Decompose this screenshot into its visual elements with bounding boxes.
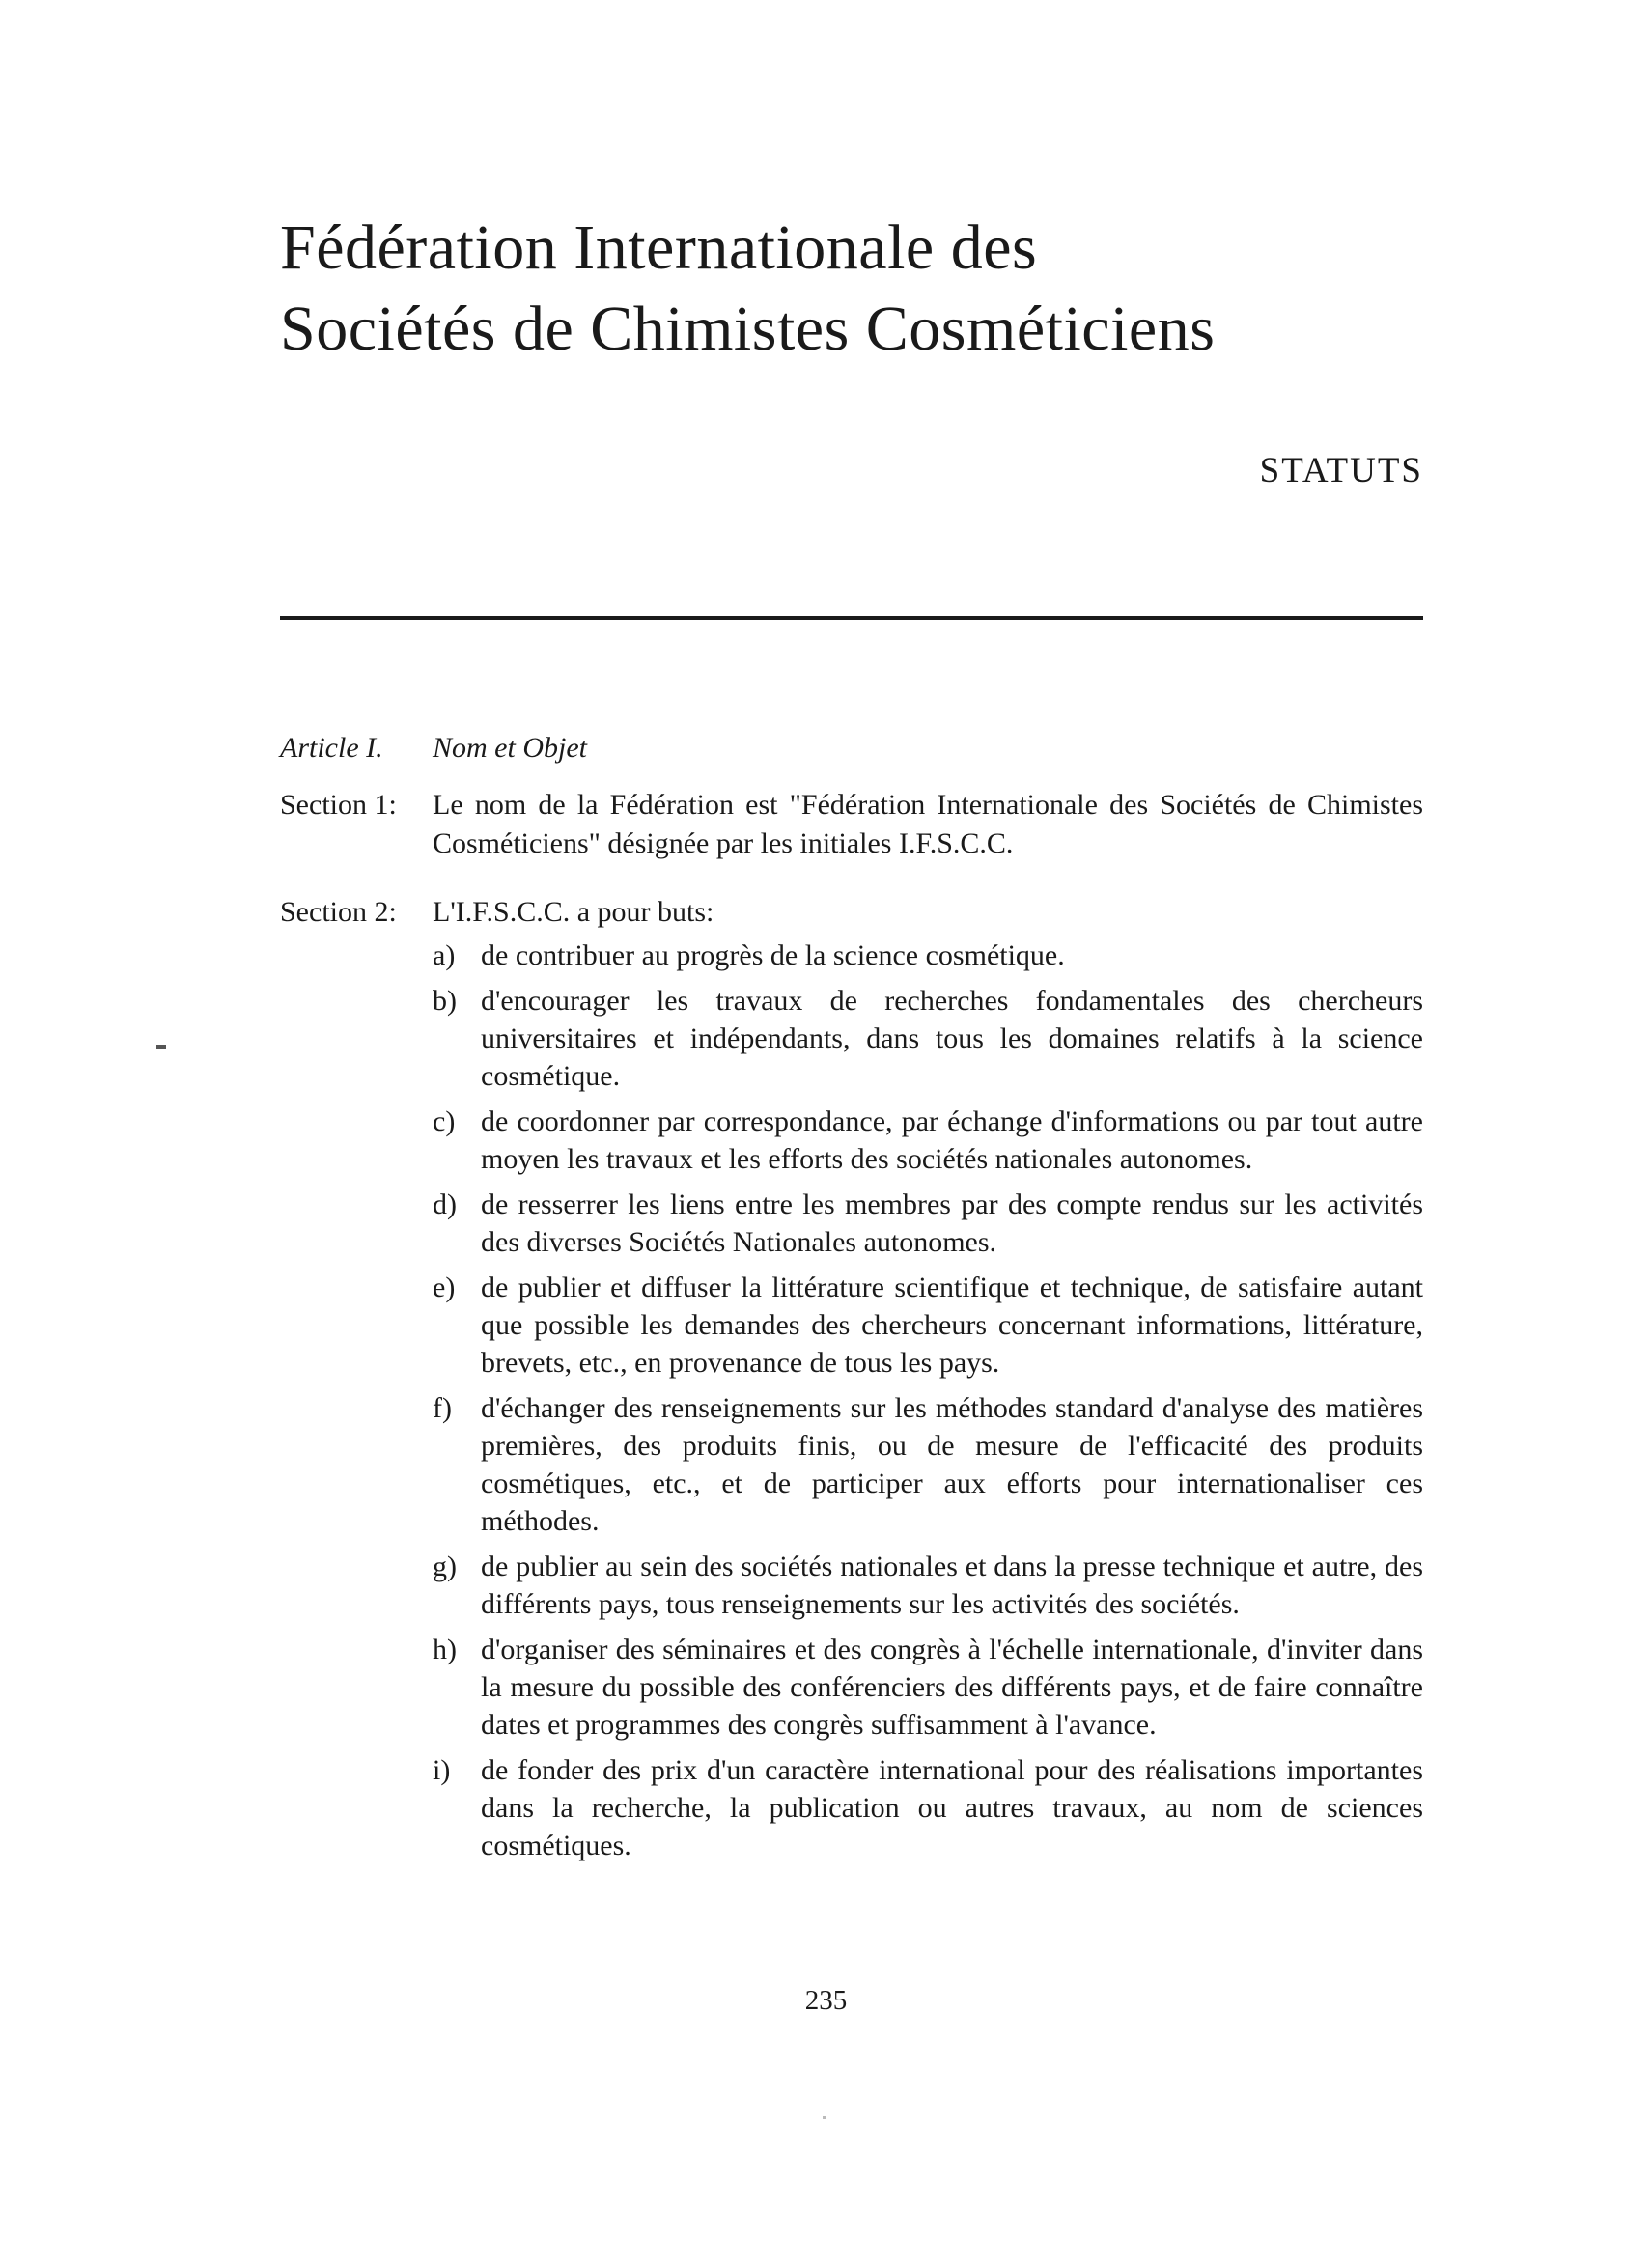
article-number: Article I.: [280, 732, 383, 764]
list-item: [433, 1103, 1423, 1178]
item-text: de resserrer les liens entre les membres par des compte rendus sur les activités des diverses Sociétés Nationales autonomes.: [481, 1188, 1423, 1258]
document-subtitle: STATUTS: [1259, 451, 1423, 490]
list-item: [433, 1186, 1423, 1261]
page-number: 235: [804, 1985, 848, 2016]
list-item: [433, 937, 1423, 974]
list-item: [433, 1631, 1423, 1744]
item-letter: f): [433, 1392, 452, 1424]
item-text: de publier au sein des sociétés nationales et dans la presse technique et autre, des différents pays, tous renseignements sur les activités des sociétés.: [481, 1551, 1423, 1620]
document-title: [280, 208, 1215, 370]
list-item: [433, 982, 1423, 1095]
item-letter: i): [433, 1754, 451, 1786]
section-text: Le nom de la Fédération est "Fédération Internationale des Sociétés de Chimistes Cosméticiens" désignée par les initiales I.F.S.C.C.: [433, 789, 1423, 859]
item-letter: g): [433, 1551, 457, 1582]
horizontal-divider: [280, 616, 1423, 620]
title-line-1: Fédération Internationale des: [280, 212, 1038, 283]
section-text: L'I.F.S.C.C. a pour buts:: [433, 896, 714, 928]
title-line-2: Sociétés de Chimistes Cosméticiens: [280, 294, 1216, 364]
section-2: [280, 893, 1423, 932]
item-letter: h): [433, 1634, 457, 1665]
section-label: Section 1:: [280, 789, 397, 821]
item-letter: a): [433, 939, 456, 971]
item-text: de coordonner par correspondance, par échange d'informations ou par tout autre moyen les travaux et les efforts des sociétés nationales autonomes.: [481, 1105, 1423, 1175]
list-item: [433, 1548, 1423, 1623]
item-text: de contribuer au progrès de la science cosmétique.: [481, 939, 1065, 971]
list-item: [433, 1269, 1423, 1382]
scan-artifact: [156, 1045, 166, 1049]
section-1: [280, 786, 1423, 863]
item-text: d'échanger des renseignements sur les méthodes standard d'analyse des matières premières, des produits finis, ou de mesure de l'efficacité des produits cosmétiques, etc., et de participer aux efforts pour internationaliser ces méthodes.: [481, 1392, 1423, 1537]
scan-artifact: [823, 2116, 826, 2119]
item-text: de publier et diffuser la littérature scientifique et technique, de satisfaire autant que possible les demandes des chercheurs concernant informations, littérature, brevets, etc., en provenance de tous les pays.: [481, 1272, 1423, 1379]
article-title: Nom et Objet: [433, 732, 587, 764]
item-letter: e): [433, 1272, 456, 1303]
list-item: [433, 1389, 1423, 1540]
objectives-list: [433, 937, 1423, 1872]
item-letter: b): [433, 985, 457, 1017]
item-text: d'organiser des séminaires et des congrès à l'échelle internationale, d'inviter dans la mesure du possible des conférenciers des différents pays, et de faire connaître dates et programmes des congrès suffisamment à l'avance.: [481, 1634, 1423, 1741]
section-label: Section 2:: [280, 896, 397, 928]
item-letter: d): [433, 1188, 457, 1220]
article-heading: [280, 729, 587, 768]
item-text: de fonder des prix d'un caractère international pour des réalisations importantes dans la recherche, la publication ou autres travaux, au nom de sciences cosmétiques.: [481, 1754, 1423, 1861]
item-text: d'encourager les travaux de recherches fondamentales des chercheurs universitaires et indépendants, dans tous les domaines relatifs à la science cosmétique.: [481, 985, 1423, 1092]
item-letter: c): [433, 1105, 456, 1137]
list-item: [433, 1751, 1423, 1864]
